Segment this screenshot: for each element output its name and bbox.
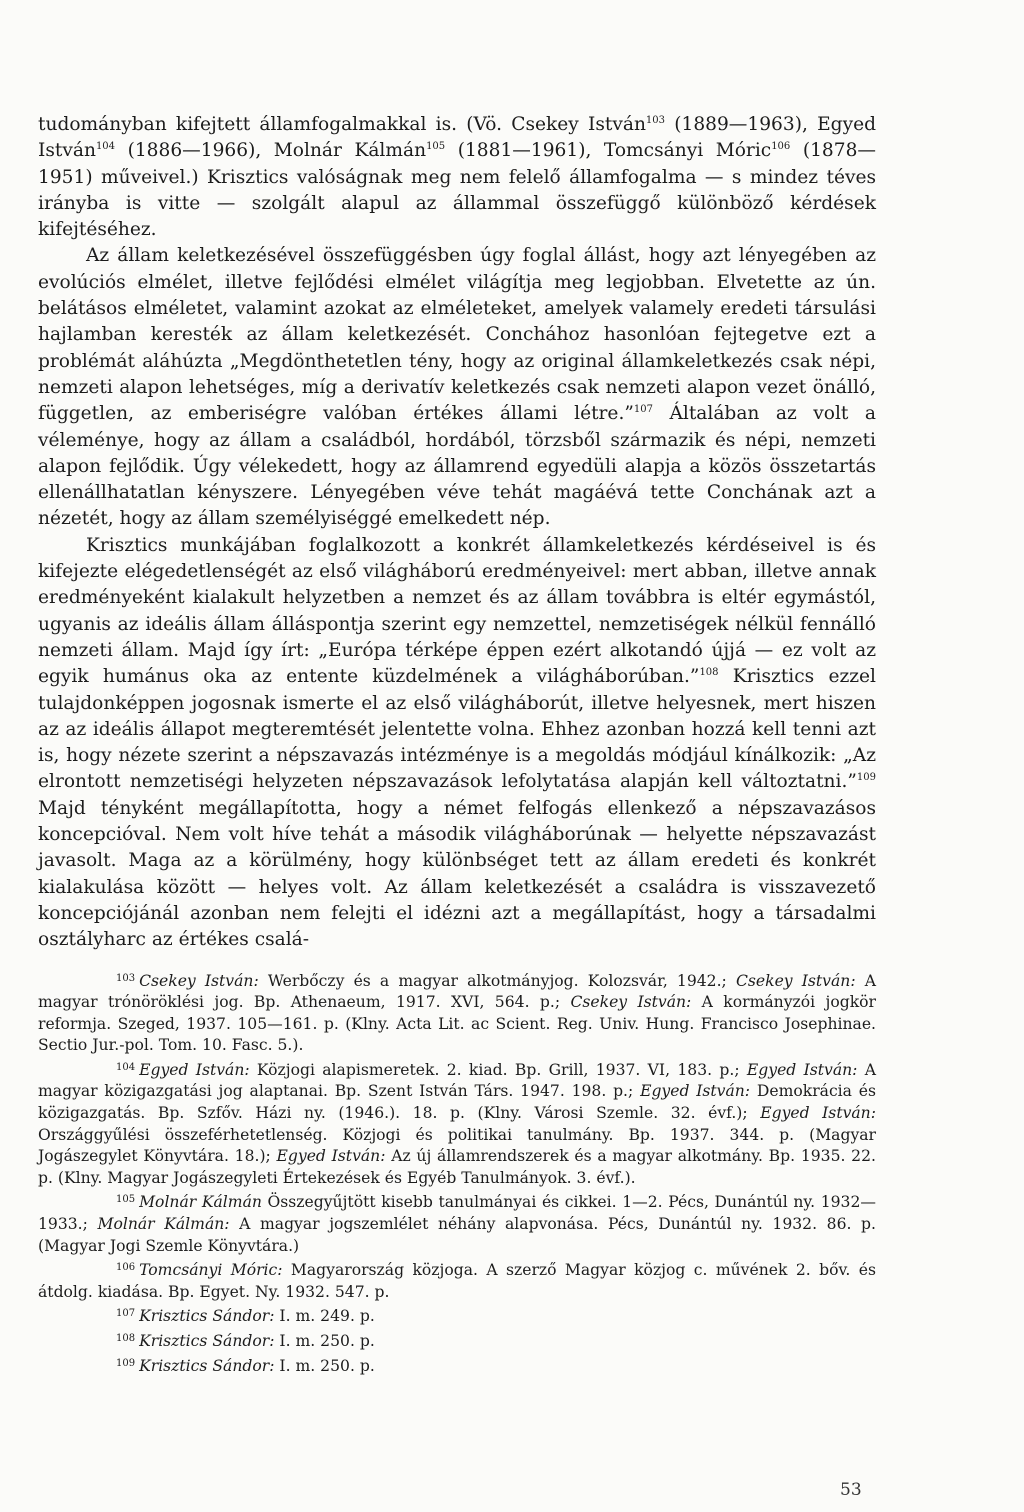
footnote-author: Egyed István: — [276, 1147, 386, 1166]
text-run: Általában az volt a véleménye, hogy az állam a családból, hordából, törzsből származik és népi, nemzeti alapon fejlődik. Úgy vélekedett, hogy az államrend egyedüli alapja a közös összetartás ellenállhatatlan kényszere. Lényegében véve tehát magáévá tette Conchának azt a nézetét, hogy az állam személyiséggé emelkedett nép. — [38, 403, 876, 530]
footnote-text: Összegyűjtött kisebb tanulmányai és cikkei. 1—2. Pécs, Dunántúl ny. 1932—1933.; — [38, 1193, 876, 1234]
footnote-author: Tomcsányi Móric: — [139, 1261, 283, 1280]
footnote-author: Csekey István: — [735, 971, 856, 990]
footnote-author: Molnár Kálmán — [139, 1193, 262, 1212]
page-number: 53 — [840, 1480, 862, 1500]
footnote-ref: 104 — [95, 141, 116, 153]
footnote-ref: 107 — [633, 404, 653, 416]
text-run: Krisztics ezzel tulajdonképpen jogosnak ismerte el az első világháborút, illetve helyesnek, mert hiszen az az ideális állapot megteremtését jelentette volna. Ehhez azonban hozzá kell tenni azt is, hogy nézete szerint a népszavazás intézménye is a megoldás módjául kínálkozik: „Az elrontott nemzetiségi helyzeten népszavazások lefolytatása alapján kell változtatni.” — [38, 666, 876, 793]
text-run: (1886—1966), Molnár Kálmán — [115, 140, 427, 162]
paragraph — [38, 112, 876, 243]
footnote-text: A kormányzói jogkör reformja. Szeged, 1937. 105—161. p. (Klny. Acta Lit. ac Scient. Reg. Univ. Hung. Francisco Josephinae. Sectio Jur.-pol. Tom. 10. Fasc. 5.). — [38, 993, 876, 1055]
footnote — [38, 1189, 876, 1257]
footnote-author: Egyed István: — [746, 1060, 858, 1079]
footnote-ref: 109 — [856, 772, 876, 784]
footnote — [38, 1303, 876, 1328]
body-text — [38, 112, 876, 954]
footnote-number: 106 — [116, 1262, 136, 1274]
footnote-author: Molnár Kálmán: — [97, 1215, 230, 1234]
footnote-text: Közjogi alapismeretek. 2. kiad. Bp. Grill, 1937. VI, 183. p.; — [249, 1060, 747, 1079]
text-run: Az állam keletkezésével összefüggésben úgy foglal állást, hogy azt lényegében az evolúciós elmélet, illetve fejlődési elmélet világítja meg legjobban. Elvetette az ún. belátásos elméletet, valamint azokat az elméleteket, amelyek valamely eredeti társulási hajlamban keresték az állam keletkezését. Conchához hasonlóan fejtegetve ezt a problémát aláhúzta „Megdönthetetlen tény, hogy az original államkeletkezés csak népi, nemzeti alapon lehetséges, míg a derivatív keletkezés csak nemzeti alapon vezet önálló, független, az emberiségre valóban értékes állami létre.” — [38, 245, 876, 425]
footnote-text: I. m. 249. p. — [274, 1307, 375, 1326]
footnote-text: Országgyűlési összeférhetetlenség. Közjogi és politikai tanulmány. Bp. 1937. 344. p. (Magyar Jogászegylet Könyvtára. 18.); — [38, 1125, 876, 1166]
footnote-ref: 106 — [771, 141, 791, 153]
footnote-text: A magyar trónöröklési jog. Bp. Athenaeum, 1917. XVI, 564. p.; — [38, 971, 876, 1012]
paragraph — [38, 533, 876, 954]
footnote-text: A magyar közigazgatási jog alaptanai. Bp. Szent István Társ. 1947. 198. p.; — [38, 1060, 876, 1101]
footnote-ref: 103 — [645, 115, 666, 126]
footnote-number: 107 — [116, 1308, 136, 1320]
text-run: tudományban kifejtett államfogalmakkal is. (Vö. Csekey István — [38, 114, 646, 135]
footnote-author: Egyed István: — [760, 1104, 876, 1123]
footnote-text: A magyar jogszemlélet néhány alapvonása. Pécs, Dunántúl ny. 1932. 86. p. (Magyar Jogi Szemle Könyvtára.) — [38, 1215, 876, 1255]
footnote-author: Egyed István: — [139, 1060, 250, 1079]
footnote-number: 109 — [116, 1357, 136, 1369]
footnote-author: Krisztics Sándor: — [139, 1332, 275, 1350]
footnote-text: I. m. 250. p. — [274, 1356, 375, 1375]
footnote — [38, 1353, 876, 1378]
footnote — [38, 968, 876, 1057]
footnote-author: Krisztics Sándor: — [139, 1356, 275, 1375]
text-run: (1878—1951) műveivel.) Krisztics valóságnak meg nem felelő államfogalma — s mindez téves irányba is vitte — szolgált alapul az állammal összefüggő különböző kérdések kifejtéséhez. — [38, 140, 876, 241]
footnote-number: 103 — [116, 972, 136, 984]
footnote-ref: 108 — [699, 667, 719, 679]
footnote-text: Magyarország közjoga. A szerző Magyar közjog c. művének 2. bőv. és átdolg. kiadása. Bp. Egyet. Ny. 1932. 547. p. — [38, 1261, 877, 1301]
text-run: (1881—1961), Tomcsányi Móric — [445, 140, 772, 162]
footnote — [38, 1257, 876, 1303]
footnotes — [38, 968, 876, 1378]
footnote-number: 105 — [116, 1194, 136, 1206]
footnote-number: 104 — [116, 1061, 136, 1073]
footnote-text: I. m. 250. p. — [274, 1332, 375, 1350]
footnote-author: Krisztics Sándor: — [139, 1307, 275, 1326]
footnote — [38, 1057, 876, 1190]
footnote-text: Werbőczy és a magyar alkotmányjog. Kolozsvár, 1942.; — [258, 971, 736, 990]
footnote-author: Csekey István: — [139, 971, 259, 990]
footnote-text: Demokrácia és közigazgatás. Bp. Szfőv. Házi ny. (1946.). 18. p. (Klny. Városi Szemle. 32. évf.); — [38, 1082, 876, 1123]
footnote-number: 108 — [116, 1333, 136, 1344]
footnote-text: Az új államrendszerek és a magyar alkotmány. Bp. 1935. 22. p. (Klny. Magyar Jogászegyleti Értekezések és Egyéb Tanulmányok. 3. évf.). — [38, 1147, 876, 1187]
text-run: Majd tényként megállapította, hogy a német felfogás ellenkező a népszavazásos koncepcióval. Nem volt híve tehát a második világháborúnak — helyette népszavazást javasolt. Maga az a körülmény, hogy különbséget tett az állam eredeti és konkrét kialakulása között — helyes volt. Az állam keletkezését a családra is visszavezető koncepciójánál azonban nem felejti el idézni azt a megállapítást, hogy a társadalmi osztályharc az értékes csalá- — [38, 797, 876, 951]
footnote-author: Egyed István: — [640, 1082, 751, 1101]
text-run: (1889—1963), Egyed István — [38, 114, 876, 162]
paragraph — [38, 243, 876, 532]
footnote-author: Csekey István: — [570, 993, 692, 1012]
footnote-ref: 105 — [426, 141, 446, 153]
text-run: Krisztics munkájában foglalkozott a konkrét államkeletkezés kérdéseivel is és kifejezte elégedetlenségét az első világháború eredményeivel: mert abban, illetve annak eredményeként kialakult helyzetben a nemzet és az állam továbbra is eltér egymástól, ugyanis az ideális állam álláspontja szerint egy nemzettel, nemzetiségek nélkül fennálló nemzeti állam. Majd így írt: „Európa térképe éppen ezért alkotandó újjá — ez volt az egyik humánus oka az entente küzdelmének a világháborúban.” — [38, 534, 876, 688]
footnote — [38, 1328, 876, 1353]
